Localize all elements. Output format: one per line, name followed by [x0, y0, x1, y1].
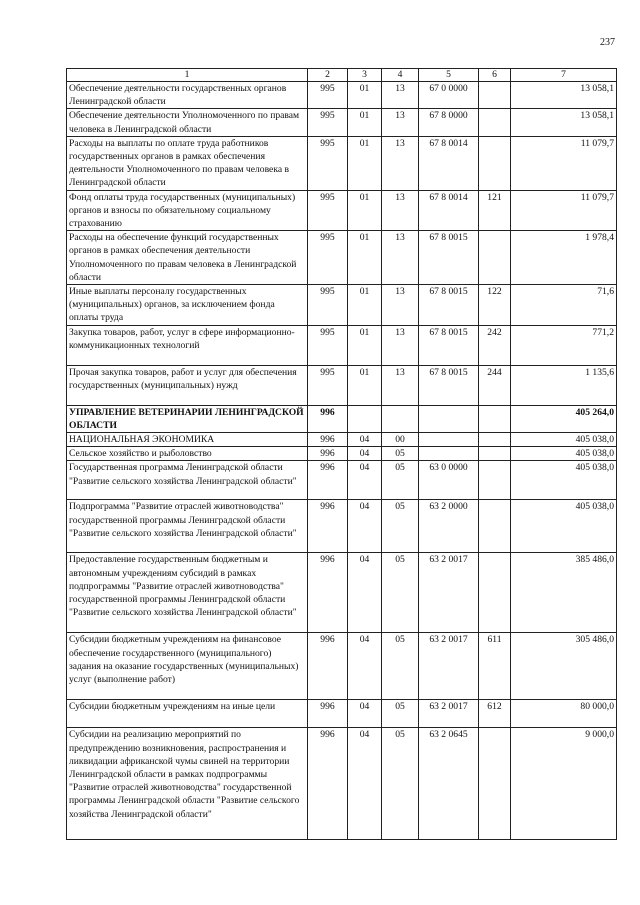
cell-name: Закупка товаров, работ, услуг в сфере информационно-коммуникационных технологий — [67, 325, 308, 365]
table-row — [67, 405, 617, 432]
cell-section: 01 — [348, 365, 382, 405]
cell-section: 04 — [348, 553, 382, 633]
cell-name: УПРАВЛЕНИЕ ВЕТЕРИНАРИИ ЛЕНИНГРАДСКОЙ ОБЛАСТИ — [67, 405, 308, 432]
cell-name: Обеспечение деятельности Уполномоченного по правам человека в Ленинградской области — [67, 109, 308, 136]
cell-admin: 995 — [308, 82, 348, 109]
table-row — [67, 365, 617, 405]
cell-subsection: 05 — [382, 553, 419, 633]
cell-target: 63 2 0017 — [419, 553, 479, 633]
cell-subsection: 05 — [382, 633, 419, 700]
cell-exp — [479, 728, 511, 840]
cell-subsection: 13 — [382, 325, 419, 365]
cell-admin: 995 — [308, 365, 348, 405]
cell-amount: 13 058,1 — [511, 109, 617, 136]
table-row — [67, 633, 617, 700]
cell-exp — [479, 553, 511, 633]
cell-exp: 611 — [479, 633, 511, 700]
cell-name: Субсидии бюджетным учреждениям на иные цели — [67, 700, 308, 728]
cell-amount: 405 038,0 — [511, 500, 617, 553]
cell-section: 01 — [348, 136, 382, 190]
table-row — [67, 136, 617, 190]
table-row — [67, 433, 617, 447]
cell-subsection: 05 — [382, 700, 419, 728]
cell-target: 63 2 0017 — [419, 700, 479, 728]
cell-target: 67 8 0014 — [419, 190, 479, 231]
cell-admin: 996 — [308, 633, 348, 700]
cell-section: 04 — [348, 433, 382, 447]
cell-subsection: 13 — [382, 82, 419, 109]
table-header-row — [67, 69, 617, 82]
cell-admin: 996 — [308, 500, 348, 553]
cell-amount: 405 038,0 — [511, 461, 617, 500]
cell-admin: 995 — [308, 190, 348, 231]
cell-amount: 71,6 — [511, 285, 617, 326]
cell-section: 01 — [348, 231, 382, 285]
cell-amount: 13 058,1 — [511, 82, 617, 109]
cell-section — [348, 405, 382, 432]
table-row — [67, 285, 617, 326]
cell-name: Подпрограмма "Развитие отраслей животноводства" государственной программы Ленинградской области "Развитие сельского хозяйства Ленинградской области" — [67, 500, 308, 553]
cell-amount: 385 486,0 — [511, 553, 617, 633]
cell-amount: 405 264,0 — [511, 405, 617, 432]
cell-section: 04 — [348, 447, 382, 461]
table-row — [67, 231, 617, 285]
cell-amount: 305 486,0 — [511, 633, 617, 700]
cell-subsection: 13 — [382, 109, 419, 136]
cell-exp — [479, 447, 511, 461]
cell-admin: 995 — [308, 109, 348, 136]
cell-target — [419, 405, 479, 432]
cell-exp: 242 — [479, 325, 511, 365]
cell-name: Расходы на выплаты по оплате труда работников государственных органов в рамках обеспечения деятельности Уполномоченного по правам человека в Ленинградской области — [67, 136, 308, 190]
cell-name: Обеспечение деятельности государственных органов Ленинградской области — [67, 82, 308, 109]
cell-amount: 405 038,0 — [511, 447, 617, 461]
cell-target: 67 8 0014 — [419, 136, 479, 190]
cell-amount: 405 038,0 — [511, 433, 617, 447]
column-header: 6 — [479, 69, 511, 82]
cell-exp — [479, 500, 511, 553]
cell-section: 01 — [348, 285, 382, 326]
cell-section: 01 — [348, 325, 382, 365]
cell-target: 67 8 0015 — [419, 231, 479, 285]
column-header: 4 — [382, 69, 419, 82]
column-header: 5 — [419, 69, 479, 82]
cell-exp — [479, 433, 511, 447]
cell-exp — [479, 109, 511, 136]
cell-exp — [479, 82, 511, 109]
cell-admin: 996 — [308, 405, 348, 432]
table-row — [67, 728, 617, 840]
cell-subsection: 13 — [382, 285, 419, 326]
cell-section: 04 — [348, 728, 382, 840]
table-row — [67, 325, 617, 365]
column-header: 7 — [511, 69, 617, 82]
cell-target — [419, 447, 479, 461]
cell-target: 63 0 0000 — [419, 461, 479, 500]
cell-admin: 996 — [308, 700, 348, 728]
cell-name: Прочая закупка товаров, работ и услуг для обеспечения государственных (муниципальных) нужд — [67, 365, 308, 405]
table-row — [67, 700, 617, 728]
cell-target: 67 8 0015 — [419, 285, 479, 326]
cell-amount: 9 000,0 — [511, 728, 617, 840]
cell-subsection: 05 — [382, 500, 419, 553]
cell-admin: 995 — [308, 231, 348, 285]
cell-target: 67 0 0000 — [419, 82, 479, 109]
cell-admin: 995 — [308, 285, 348, 326]
cell-subsection: 05 — [382, 447, 419, 461]
cell-name: Сельское хозяйство и рыболовство — [67, 447, 308, 461]
table-row — [67, 82, 617, 109]
cell-exp — [479, 136, 511, 190]
cell-name: Фонд оплаты труда государственных (муниципальных) органов и взносы по обязательному социальному страхованию — [67, 190, 308, 231]
cell-amount: 1 978,4 — [511, 231, 617, 285]
cell-name: Иные выплаты персоналу государственных (муниципальных) органов, за исключением фонда оплаты труда — [67, 285, 308, 326]
cell-admin: 996 — [308, 447, 348, 461]
cell-subsection: 13 — [382, 231, 419, 285]
cell-section: 01 — [348, 109, 382, 136]
cell-admin: 996 — [308, 433, 348, 447]
cell-amount: 80 000,0 — [511, 700, 617, 728]
cell-admin: 996 — [308, 728, 348, 840]
cell-amount: 11 079,7 — [511, 190, 617, 231]
cell-subsection: 00 — [382, 433, 419, 447]
cell-admin: 996 — [308, 553, 348, 633]
cell-subsection: 13 — [382, 365, 419, 405]
cell-subsection: 13 — [382, 190, 419, 231]
cell-subsection: 13 — [382, 136, 419, 190]
cell-exp: 244 — [479, 365, 511, 405]
cell-name: Государственная программа Ленинградской области "Развитие сельского хозяйства Ленинградской области" — [67, 461, 308, 500]
cell-section: 04 — [348, 500, 382, 553]
budget-table — [66, 68, 617, 840]
cell-amount: 1 135,6 — [511, 365, 617, 405]
cell-exp: 122 — [479, 285, 511, 326]
cell-section: 04 — [348, 700, 382, 728]
cell-section: 04 — [348, 633, 382, 700]
cell-target: 63 2 0017 — [419, 633, 479, 700]
cell-name: Предоставление государственным бюджетным и автономным учреждениям субсидий в рамках подпрограммы "Развитие отраслей животноводства" государственной программы Ленинградской области "Развитие сельского хозяйства Ленинградской области" — [67, 553, 308, 633]
cell-admin: 995 — [308, 136, 348, 190]
table-row — [67, 500, 617, 553]
cell-target: 63 2 0000 — [419, 500, 479, 553]
cell-amount: 11 079,7 — [511, 136, 617, 190]
page-number: 237 — [600, 37, 615, 48]
cell-section: 04 — [348, 461, 382, 500]
table-row — [67, 190, 617, 231]
column-header: 1 — [67, 69, 308, 82]
table-row — [67, 461, 617, 500]
cell-exp: 121 — [479, 190, 511, 231]
cell-admin: 995 — [308, 325, 348, 365]
cell-exp — [479, 405, 511, 432]
column-header: 3 — [348, 69, 382, 82]
cell-name: Субсидии на реализацию мероприятий по предупреждению возникновения, распространения и ликвидации африканской чумы свиней на территории Ленинградской области в рамках подпрограммы "Развитие отраслей животноводства" государственной программы Ленинградской области "Развитие сельского хозяйства Ленинградской области" — [67, 728, 308, 840]
cell-section: 01 — [348, 82, 382, 109]
column-header: 2 — [308, 69, 348, 82]
cell-section: 01 — [348, 190, 382, 231]
cell-target: 67 8 0000 — [419, 109, 479, 136]
table-row — [67, 109, 617, 136]
cell-subsection: 05 — [382, 461, 419, 500]
cell-admin: 996 — [308, 461, 348, 500]
cell-subsection — [382, 405, 419, 432]
cell-exp — [479, 461, 511, 500]
table-row — [67, 447, 617, 461]
table-row — [67, 553, 617, 633]
cell-target: 63 2 0645 — [419, 728, 479, 840]
cell-exp: 612 — [479, 700, 511, 728]
cell-name: Субсидии бюджетным учреждениям на финансовое обеспечение государственного (муниципального) задания на оказание государственных (муниципальных) услуг (выполнение работ) — [67, 633, 308, 700]
cell-target — [419, 433, 479, 447]
cell-target: 67 8 0015 — [419, 325, 479, 365]
cell-subsection: 05 — [382, 728, 419, 840]
cell-exp — [479, 231, 511, 285]
cell-target: 67 8 0015 — [419, 365, 479, 405]
cell-name: НАЦИОНАЛЬНАЯ ЭКОНОМИКА — [67, 433, 308, 447]
cell-name: Расходы на обеспечение функций государственных органов в рамках обеспечения деятельности Уполномоченного по правам человека в Ленинградской области — [67, 231, 308, 285]
cell-amount: 771,2 — [511, 325, 617, 365]
